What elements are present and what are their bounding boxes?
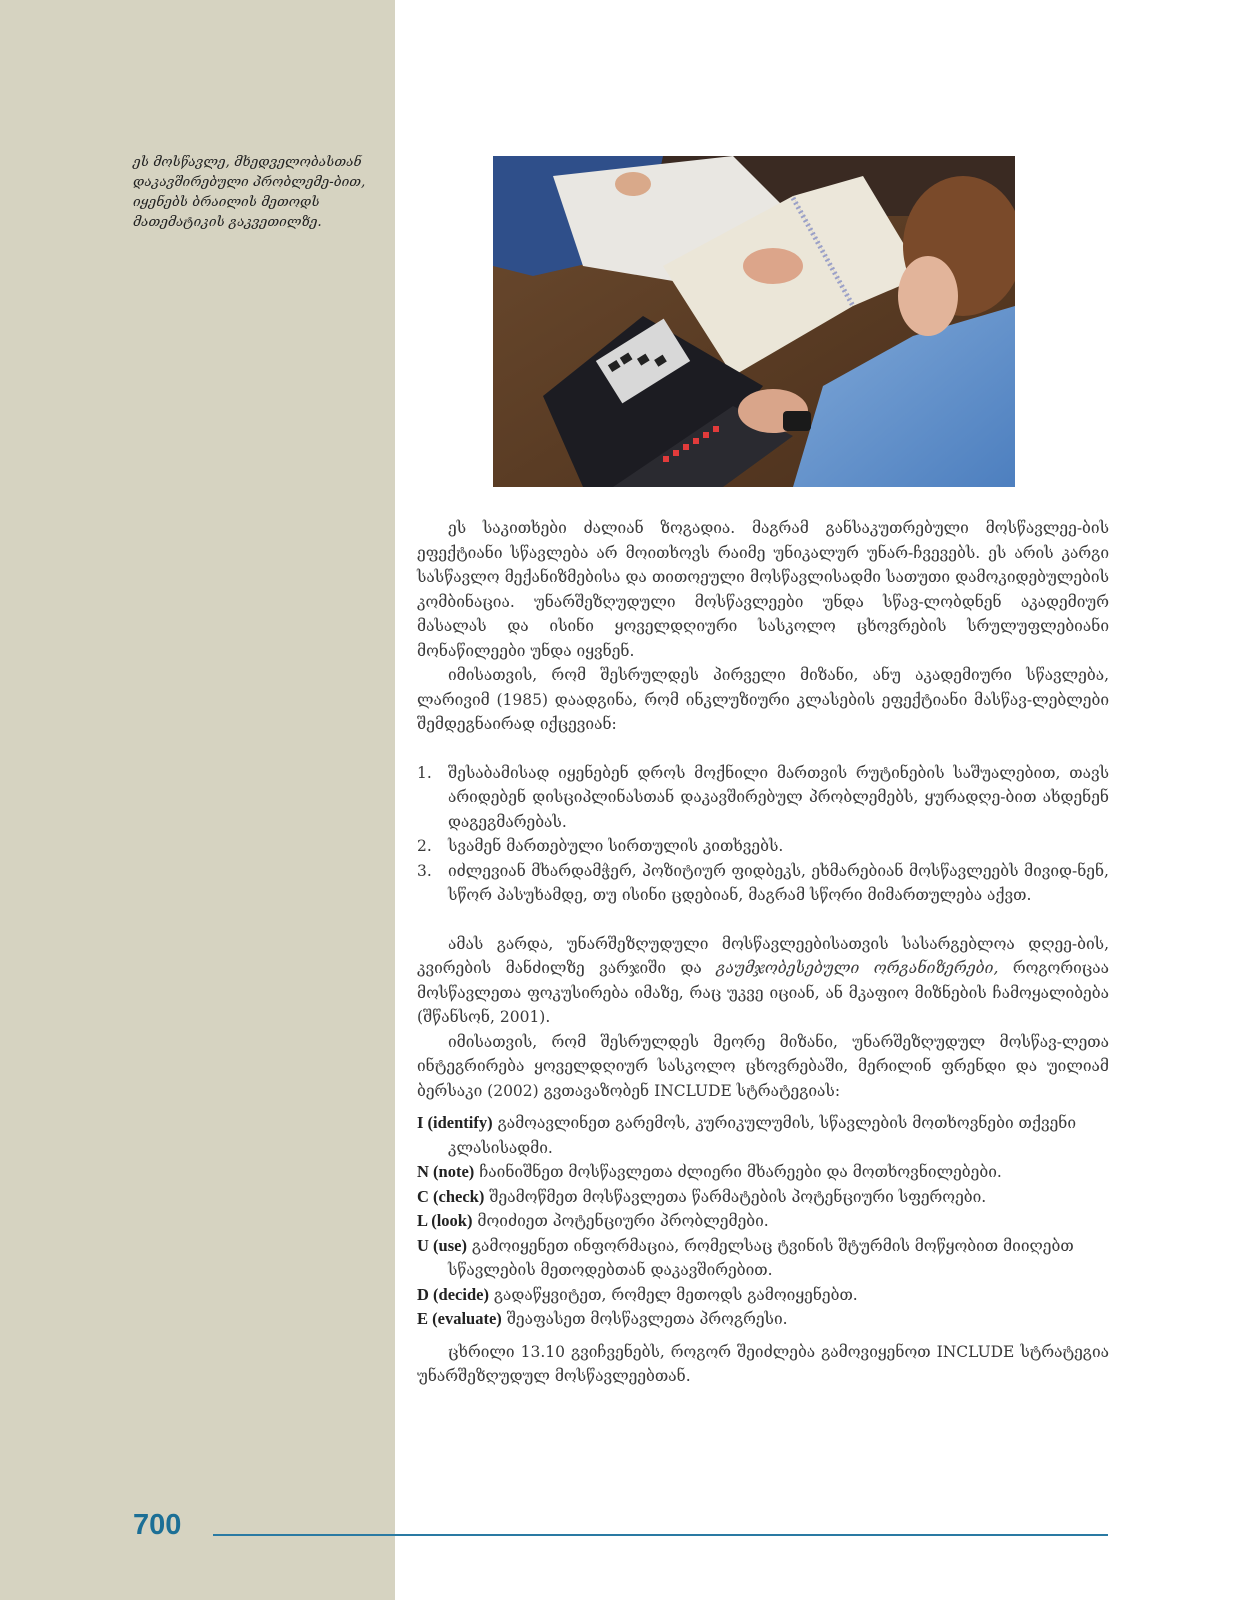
numbered-list	[417, 761, 1109, 908]
emphasis-text: გაუმჯობესებული ორგანიზერები,	[716, 959, 999, 977]
include-item	[417, 1185, 1109, 1210]
include-item	[417, 1111, 1109, 1160]
list-text: იძლევიან მხარდამჭერ, პოზიტიურ ფიდბეკს, ეხმარებიან მოსწავლეებს მივიდ-ნენ, სწორ პასუხამდე, თუ ისინი ცდებიან, მაგრამ სწორი მიმართულება აქვთ.	[448, 861, 1109, 904]
include-item	[417, 1234, 1109, 1283]
list-text: შესაბამისად იყენებენ დროს მოქნილი მართვის რუტინების საშუალებით, თავს არიდებენ დისციპლინასთან დაკავშირებულ პრობლემებს, ყურადღე-ბით ახდენენ დაგეგმარებას.	[448, 763, 1109, 831]
include-text: შეამოწმეთ მოსწავლეთა წარმატების პოტენციური სფეროები.	[489, 1187, 987, 1206]
include-key: U (use)	[417, 1235, 467, 1255]
list-number: 3.	[417, 861, 432, 880]
paragraph-intro: ეს საკითხები ძალიან ზოგადია. მაგრამ განსაკუთრებული მოსწავლეე-ბის ეფექტიანი სწავლება არ მოითხოვს რაიმე უნიკალურ უნარ-ჩვევებს. ეს არის კარგი სასწავლო მექანიზმებისა და თითოეული მოსწავლისადმი სათუთი დამოკიდებულების კომბინაცია. უნარშეზღუდული მოსწავლეები უნდა სწავ-ლობდნენ აკადემიურ მასალას და ისინი ყოველდღიური სასკოლო ცხოვრების სრულუფლებიანი მონაწილეები უნდა იყვნენ.	[417, 519, 1109, 660]
list-number: 2.	[417, 837, 432, 855]
list-item	[417, 834, 1109, 859]
include-key: I (identify)	[417, 1113, 493, 1132]
include-list	[417, 1111, 1109, 1332]
paragraph-table-reference: ცხრილი 13.10 გვიჩვენებს, როგორ შეიძლება გამოვიყენოთ INCLUDE სტრატეგია უნარშეზღუდულ მოსწავლეებთან.	[417, 1342, 1109, 1385]
include-text: ჩაინიშნეთ მოსწავლეთა ძლიერი მხარეები და მოთხოვნილებები.	[479, 1163, 1002, 1181]
classroom-photo	[493, 156, 1015, 487]
include-text: გამოავლინეთ გარემოს, კურიკულუმის, სწავლების მოთხოვნები თქვენი კლასისადმი.	[448, 1114, 1077, 1157]
include-text: გადაწყვიტეთ, რომელ მეთოდს გამოიყენებთ.	[493, 1285, 858, 1304]
include-key: C (check)	[417, 1186, 485, 1206]
include-text: მოიძიეთ პოტენციური პრობლემები.	[477, 1212, 769, 1230]
footer-rule	[213, 1534, 1108, 1536]
include-text: შეაფასეთ მოსწავლეთა პროგრესი.	[506, 1310, 788, 1328]
include-key: E (evaluate)	[417, 1309, 502, 1328]
main-text	[417, 516, 1109, 1389]
paragraph-second-goal: იმისათვის, რომ შესრულდეს მეორე მიზანი, უნარშეზღუდულ მოსწავ-ლეთა ინტეგრირება ყოველდღიურ სასკოლო ცხოვრებაში, მერილინ ფრენდი და უილიამ ბერსაკი (2002) გვთავაზობენ INCLUDE სტრატეგიას:	[417, 1032, 1109, 1100]
include-item	[417, 1209, 1109, 1234]
include-key: D (decide)	[417, 1284, 489, 1304]
include-item	[417, 1283, 1109, 1308]
paragraph-organizers	[417, 932, 1109, 1030]
paragraph-text: ამას გარდა, უნარშეზღუდული მოსწავლეებისათვის სასარგებლოა დღეე-ბის, კვირების მანძილზე ვარჯიში და	[417, 934, 1109, 977]
photo-icon	[493, 156, 1015, 487]
photo-caption: ეს მოსწავლე, მხედველობასთან დაკავშირებული პრობლემე-ბით, იყენებს ბრაილის მეთოდს მათემატიკის გაკვეთილზე.	[133, 154, 366, 230]
include-item	[417, 1307, 1109, 1332]
sidebar-panel	[0, 0, 395, 1600]
include-key: L (look)	[417, 1211, 473, 1230]
list-item	[417, 859, 1109, 908]
include-key: N (note)	[417, 1162, 475, 1181]
include-item	[417, 1160, 1109, 1185]
list-item	[417, 761, 1109, 835]
include-text: გამოიყენეთ ინფორმაცია, რომელსაც ტვინის შტურმის მოწყობით მიიღებთ სწავლების მეთოდებთან დაკავშირებით.	[448, 1236, 1074, 1279]
list-text: სვამენ მართებული სირთულის კითხვებს.	[448, 837, 784, 855]
list-number: 1.	[417, 763, 432, 782]
paragraph-text: როგორიცაა მოსწავლეთა ფოკუსირება იმაზე, რაც უკვე იციან, ან მკაფიო მიზნების ჩამოყალიბება (შწანსონ, 2001).	[417, 959, 1110, 1026]
page-number: 700	[133, 1509, 182, 1541]
paragraph-first-goal: იმისათვის, რომ შესრულდეს პირველი მიზანი, ანუ აკადემიური სწავლება, ლარივიმ (1985) დაადგინა, რომ ინკლუზიური კლასების ეფექტიანი მასწავ-ლებლები შემდეგნაირად იქცევიან:	[417, 666, 1109, 733]
